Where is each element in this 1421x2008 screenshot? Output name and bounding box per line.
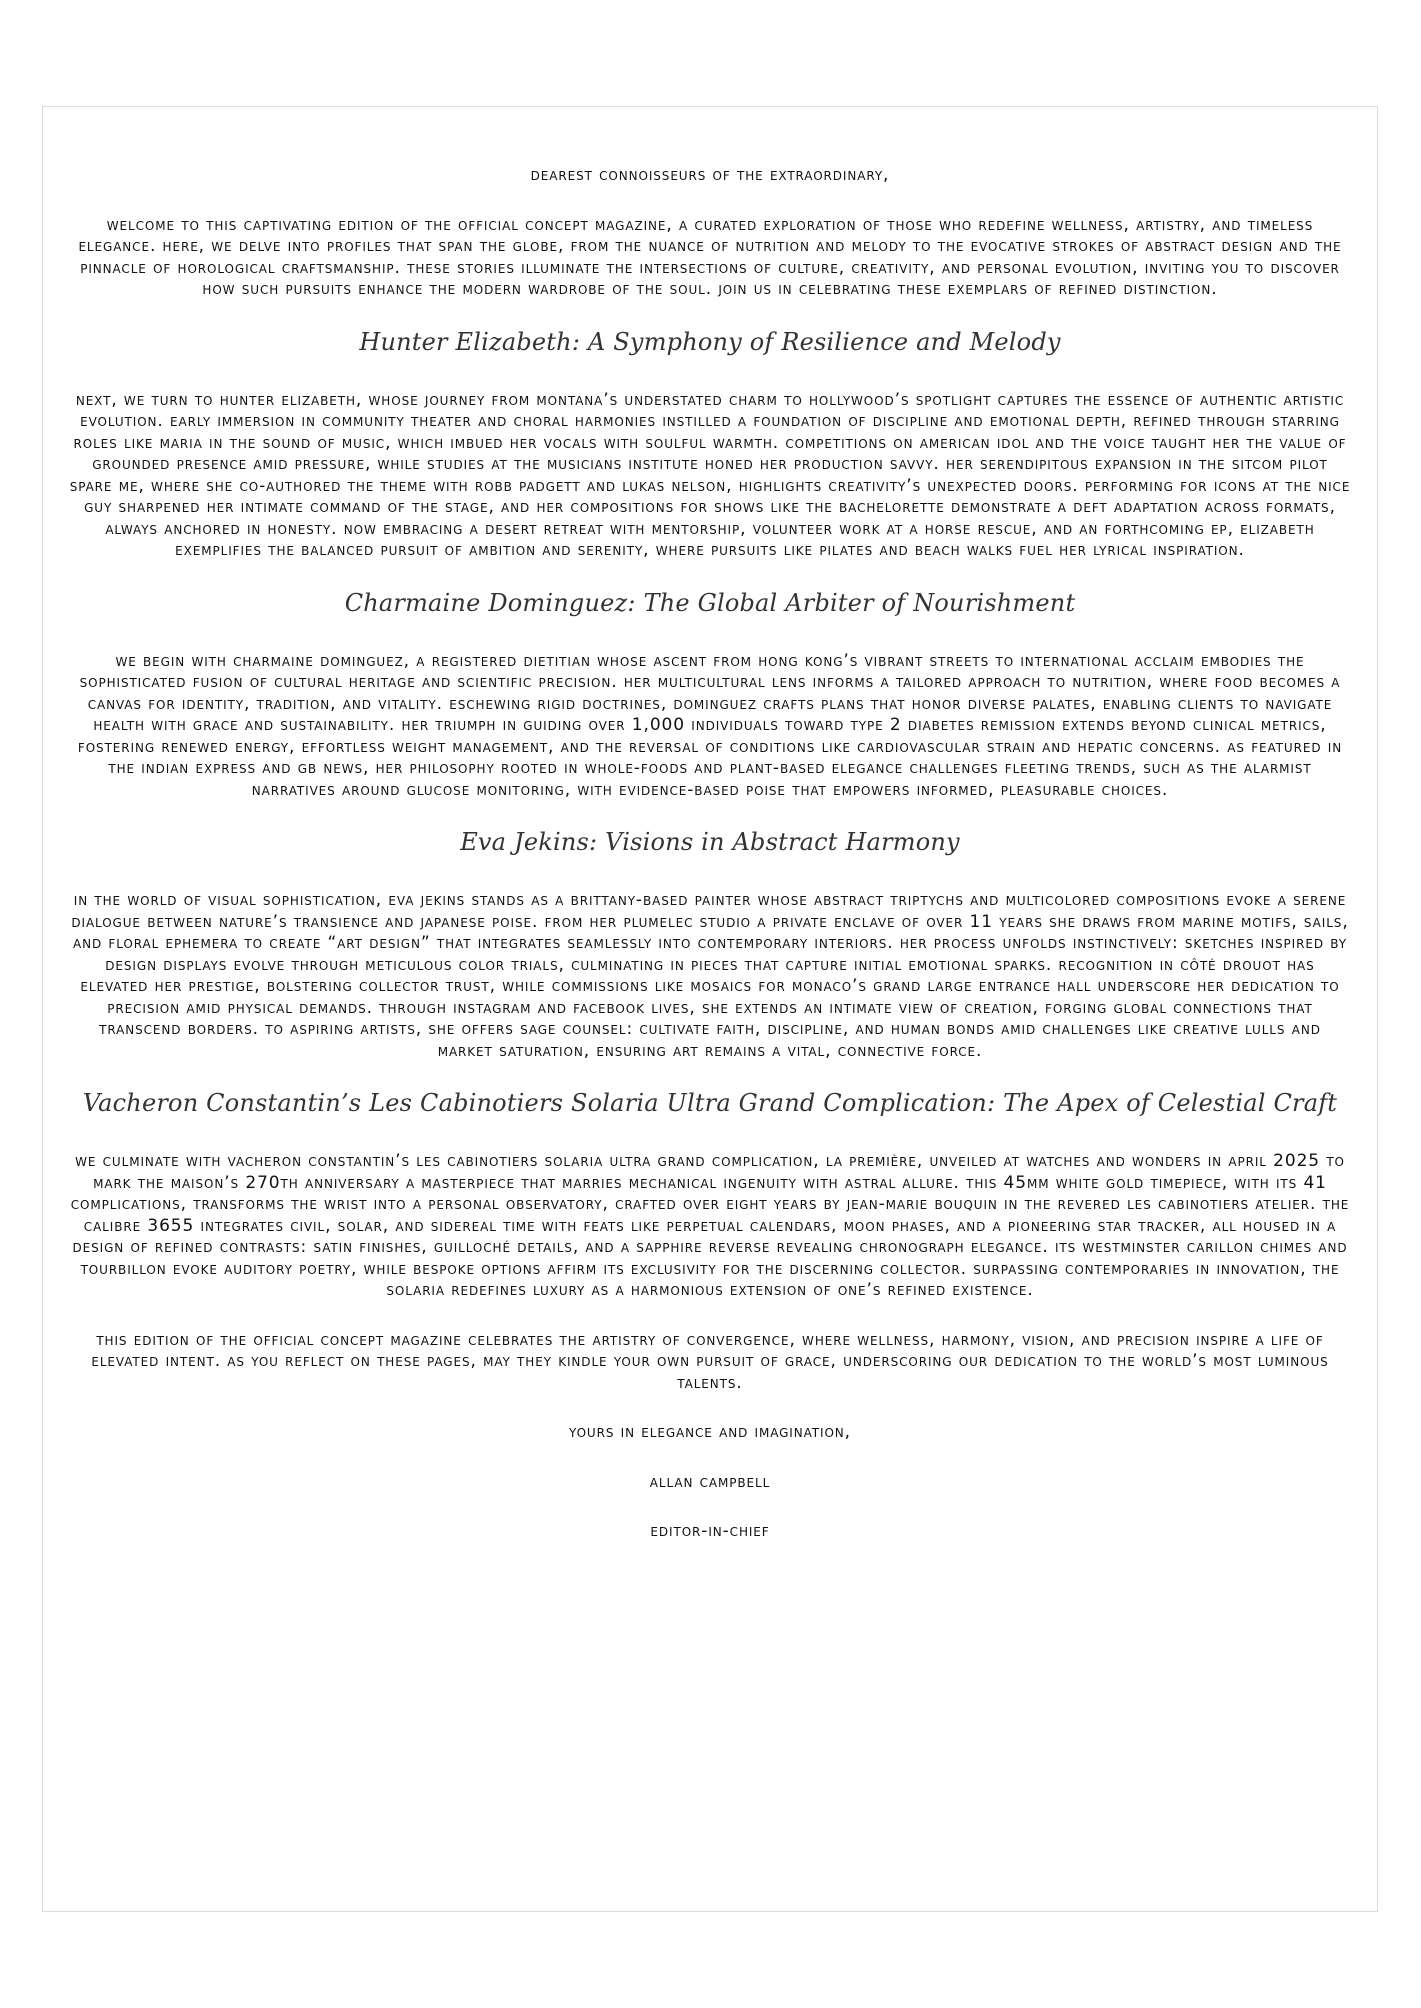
signer-name: allan campbell — [649, 1471, 771, 1492]
signer-role: editor-in-chief — [650, 1521, 770, 1541]
salutation: dearest connoisseurs of the extraordinary, — [530, 165, 890, 185]
section-body-charmaine-dominguez: we begin with charmaine dominguez, a registered dietitian whose ascent from hong kong’s vibrant streets to international acclaim embodies the sophisticated fusion of cultural heritage and scientific precision. her multicultural lens informs a tailored approach to nutrition, where food becomes a canvas for identity, tradition, and vitality. eschewing rigid doctrines, dominguez crafts plans that honor diverse palates, enabling clients to navigate health with grace and sustainability. her triumph in guiding over 1,000 individuals toward type 2 diabetes remission extends beyond clinical metrics, fostering renewed energy, effortless weight management, and the reversal of conditions like cardiovascular strain and hepatic concerns. as featured in the indian express and gb news, her philosophy rooted in whole-foods and plant-based elegance challenges fleeting trends, such as the alarmist narratives around glucose monitoring, with evidence-based poise that empowers informed, pleasurable choices. — [77, 650, 1343, 800]
intro-paragraph: welcome to this captivating edition of the official concept magazine, a curated exploration of those who redefine wellness, artistry, and timeless elegance. here, we delve into profiles that span the globe, from the nuance of nutrition and melody to the evocative strokes of abstract design and the pinnacle of horological craftsmanship. these stories illuminate the intersections of culture, creativity, and personal evolution, inviting you to discover how such pursuits enhance the modern wardrobe of the soul. join us in celebrating these exemplars of refined distinction. — [78, 214, 1342, 299]
letter-page — [42, 106, 1378, 1912]
closing-paragraph: this edition of the official concept magazine celebrates the artistry of convergence, where wellness, harmony, vision, and precision inspire a life of elevated intent. as you reflect on these pages, may they kindle your own pursuit of grace, underscoring our dedication to the world’s most luminous talents. — [91, 1329, 1329, 1393]
section-body-vacheron-constantin: we culminate with vacheron constantin’s les cabinotiers solaria ultra grand complication, la première, unveiled at watches and wonders in april 2025 to mark the maison’s 270th anniversary a masterpiece that marries mechanical ingenuity with astral allure. this 45mm white gold timepiece, with its 41 complications, transforms the wrist into a personal observatory, crafted over eight years by jean-marie bouquin in the revered les cabinotiers atelier. the calibre 3655 integrates civil, solar, and sidereal time with feats like perpetual calendars, moon phases, and a pioneering star tracker, all housed in a design of refined contrasts: satin finishes, guilloché details, and a sapphire reverse revealing chronograph elegance. its westminster carillon chimes and tourbillon evoke auditory poetry, while bespoke options affirm its exclusivity for the discerning collector. surpassing contemporaries in innovation, the solaria redefines luxury as a harmonious extension of one’s refined existence. — [70, 1151, 1350, 1300]
signoff: yours in elegance and imagination, — [569, 1422, 851, 1442]
section-heading-eva-jekins: Eva Jekins: Visions in Abstract Harmony — [460, 828, 960, 856]
section-body-eva-jekins: in the world of visual sophistication, eva jekins stands as a brittany-based painter whose abstract triptychs and multicolored compositions evoke a serene dialogue between nature’s transience and japanese poise. from her plumelec studio a private enclave of over 11 years she draws from marine motifs, sails, and floral ephemera to create “art design” that integrates seamlessly into contemporary interiors. her process unfolds instinctively: sketches inspired by design displays evolve through meticulous color trials, culminating in pieces that capture initial emotional sparks. recognition in côté drouot has elevated her prestige, bolstering collector trust, while commissions like mosaics for monaco’s grand large entrance hall underscore her dedication to precision amid physical demands. through instagram and facebook lives, she extends an intimate view of creation, forging global connections that transcend borders. to aspiring artists, she offers sage counsel: cultivate faith, discipline, and human bonds amid challenges like creative lulls and market saturation, ensuring art remains a vital, connective force. — [71, 890, 1349, 1061]
letter-content — [69, 165, 1351, 1543]
section-heading-vacheron-constantin: Vacheron Constantin’s Les Cabinotiers Solaria Ultra Grand Complication: The Apex of Celestial Craft — [82, 1089, 1338, 1117]
section-heading-hunter-elizabeth: Hunter Elizabeth: A Symphony of Resilience and Melody — [359, 327, 1061, 356]
section-body-hunter-elizabeth: next, we turn to hunter elizabeth, whose journey from montana’s understated charm to hollywood’s spotlight captures the essence of authentic artistic evolution. early immersion in community theater and choral harmonies instilled a foundation of discipline and emotional depth, refined through starring roles like maria in the sound of music, which imbued her vocals with soulful warmth. competitions on american idol and the voice taught her the value of grounded presence amid pressure, while studies at the musicians institute honed her production savvy. her serendipitous expansion in the sitcom pilot spare me, where she co-authored the theme with robb padgett and lukas nelson, highlights creativity’s unexpected doors. performing for icons at the nice guy sharpened her intimate command of the stage, and her compositions for shows like the bachelorette demonstrate a deft adaptation across formats, always anchored in honesty. now embracing a desert retreat with mentorship, volunteer work at a horse rescue, and an forthcoming ep, elizabeth exemplifies the balanced pursuit of ambition and serenity, where pursuits like pilates and beach walks fuel her lyrical inspiration. — [69, 389, 1351, 560]
section-heading-charmaine-dominguez: Charmaine Dominguez: The Global Arbiter of Nourishment — [344, 588, 1076, 617]
